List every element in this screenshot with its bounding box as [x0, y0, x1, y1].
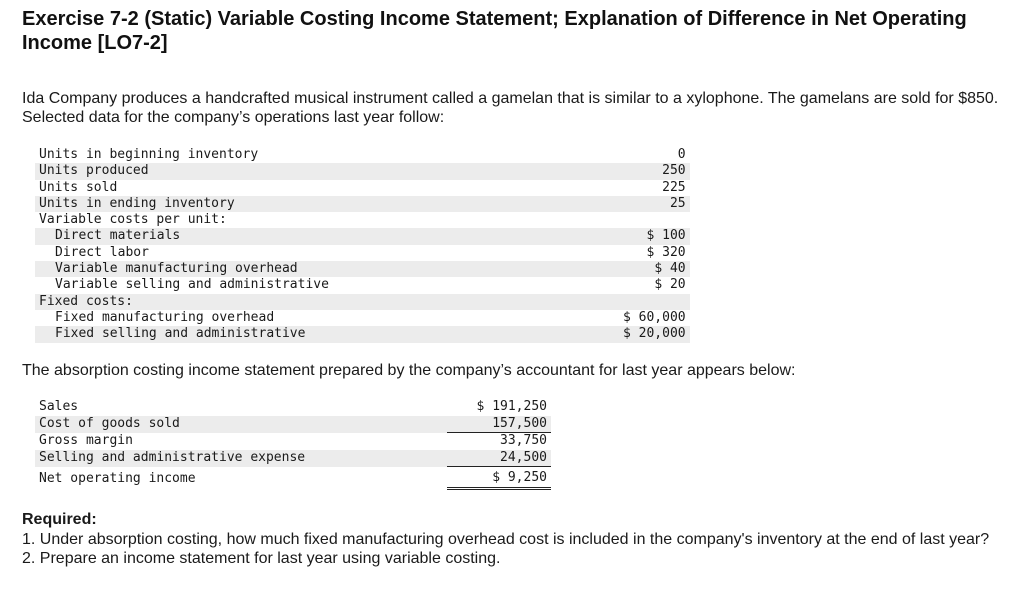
- row-value: [619, 294, 690, 310]
- table-row: [35, 147, 690, 163]
- row-value: [619, 212, 690, 228]
- row-label: Fixed costs:: [35, 294, 619, 310]
- row-value: 33,750: [500, 433, 547, 449]
- row-label: Gross margin: [39, 432, 133, 448]
- table-row: [35, 399, 551, 416]
- table-row: [35, 450, 551, 467]
- row-label: Units in beginning inventory: [39, 147, 259, 162]
- row-label: Net operating income: [39, 470, 196, 486]
- row-value: $ 20,000: [619, 326, 690, 342]
- row-label: Variable manufacturing overhead: [35, 261, 619, 277]
- table-row: [35, 433, 551, 450]
- row-label: Selling and administrative expense: [35, 450, 447, 467]
- intro-text: Ida Company produces a handcrafted musical instrument called a gamelan that is similar to a xylophone. The gamelans are sold for $850. Selected data for the company’s operations last year follow:: [22, 90, 999, 126]
- exercise-title: Exercise 7-2 (Static) Variable Costing Income Statement; Explanation of Difference in Net Operating Income [LO7-2]: [22, 8, 967, 54]
- table-row: [35, 196, 690, 212]
- table-row: [35, 245, 690, 261]
- income-statement-intro: The absorption costing income statement prepared by the company’s accountant for last year appears below:: [22, 362, 796, 379]
- required-heading: Required:: [22, 511, 97, 528]
- row-value: $ 20: [654, 277, 686, 293]
- table-row: [35, 212, 690, 228]
- row-value: $ 40: [619, 261, 690, 277]
- table-row: [35, 180, 690, 196]
- row-label: Direct labor: [55, 244, 149, 260]
- table-row: [35, 467, 551, 489]
- table-row: [35, 163, 690, 179]
- table-row: [35, 277, 690, 293]
- absorption-income-statement: [35, 399, 551, 490]
- operations-data-table: [35, 147, 690, 343]
- row-value: 225: [662, 179, 686, 195]
- required-item: 1. Under absorption costing, how much fixed manufacturing overhead cost is included in the company's inventory at the end of last year?: [22, 530, 990, 548]
- row-label: Units sold: [39, 179, 118, 195]
- table-row: [35, 261, 690, 277]
- table-row: [35, 326, 690, 342]
- row-label: Fixed selling and administrative: [35, 326, 619, 342]
- row-value: 0: [677, 147, 686, 162]
- row-value: 250: [619, 163, 690, 179]
- row-label: Units produced: [35, 163, 619, 179]
- row-value: $ 320: [646, 244, 686, 260]
- table-row: [35, 294, 690, 310]
- required-section: [22, 510, 1002, 569]
- table-row: [35, 416, 551, 433]
- table-row: [35, 310, 690, 326]
- table-row: [35, 228, 690, 244]
- row-value: $ 60,000: [623, 309, 686, 325]
- required-item: 2. Prepare an income statement for last year using variable costing.: [22, 550, 501, 567]
- row-value: 24,500: [447, 450, 551, 467]
- row-value: $ 9,250: [447, 467, 551, 489]
- row-value: 157,500: [447, 416, 551, 433]
- row-value: 25: [619, 196, 690, 212]
- row-label: Fixed manufacturing overhead: [55, 309, 275, 325]
- row-label: Sales: [39, 399, 79, 414]
- row-label: Variable selling and administrative: [55, 277, 329, 293]
- row-label: Direct materials: [35, 228, 619, 244]
- row-value: $ 191,250: [476, 399, 547, 414]
- row-label: Cost of goods sold: [35, 416, 447, 433]
- row-label: Variable costs per unit:: [39, 212, 227, 228]
- row-value: $ 100: [619, 228, 690, 244]
- row-label: Units in ending inventory: [35, 196, 619, 212]
